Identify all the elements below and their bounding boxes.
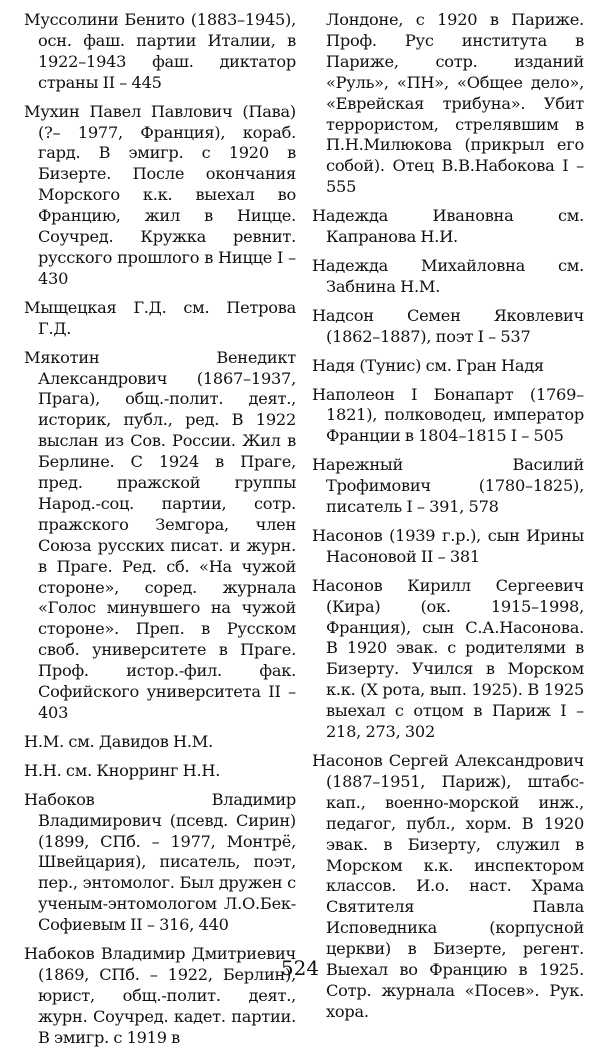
index-entry: Набоков Владимир Владимирович (псевд. Сирин) (1899, СПб. – 1977, Монтрё, Швейцария), писатель, поэт, пер., энтомолог. Был дружен с ученым-энтомологом Л.О.Бек-Софиевым II – 316, 440 [24,789,296,935]
index-entry: Муссолини Бенито (1883–1945), осн. фаш. партии Италии, в 1922–1943 фаш. диктатор страны II – 445 [24,10,296,92]
index-entry: Набоков Владимир Дмитриевич (1869, СПб. – 1922, Берлин), юрист, общ.-полит. деят., журн. Соучред. кадет. партии. В эмигр. с 1919 в [24,944,296,1047]
index-entry: Н.М. см. Давидов Н.М. [24,731,213,751]
page-number: 524 [280,956,320,980]
index-entry: Мякотин Венедикт Александрович (1867–1937, Прага), общ.-полит. деят., историк, публ., ред. В 1922 выслан из Сов. России. Жил в Берлине. С 1924 в Праге, пред. пражской группы Народ.-соц. партии, сотр. пражского Земгора, член Союза русских писат. и журн. в Праге. Ред. сб. «На чужой стороне», соред. журнала «Голос минувшего на чужой стороне». Преп. в Русском своб. университете в Праге. Проф. истор.-фил. фак. Софийского университета II – 403 [24,347,296,722]
index-entry: Наполеон I Бонапарт (1769–1821), полководец, император Франции в 1804–1815 I – 505 [312,384,584,446]
index-entry: Нарежный Василий Трофимович (1780–1825), писатель I – 391, 578 [312,455,584,517]
left-column [24,10,296,1057]
index-entry: Насонов (1939 г.р.), сын Ирины Насоновой II – 381 [312,525,584,566]
right-column [312,10,584,1031]
index-entry: Н.Н. см. Кнорринг Н.Н. [24,760,221,780]
index-entry: Мыщецкая Г.Д. см. Петрова Г.Д. [24,297,296,338]
index-entry: Мухин Павел Павлович (Пава) (?– 1977, Франция), кораб. гард. В эмигр. с 1920 в Бизерте. После окончания Морского к.к. выехал во Францию, жил в Ницце. Соучред. Кружка ревнит. русского прошлого в Ницце I – 430 [24,101,296,288]
index-entry: Надежда Михайловна см. Забнина Н.М. [312,255,584,296]
index-entry: Насонов Кирилл Сергеевич (Кира) (ок. 1915–1998, Франция), сын С.А.Насонова. В 1920 эвак. с родителями в Бизерту. Учился в Морском к.к. (X рота, вып. 1925). В 1925 выехал с отцом в Париж I – 218, 273, 302 [312,575,584,742]
index-entry: Надя (Тунис) см. Гран Надя [312,355,544,375]
index-entry: Насонов Сергей Александрович (1887–1951, Париж), штабс-кап., военно-морской инж., педагог, публ., хорм. В 1920 эвак. в Бизерту, служил в Морском к.к. инспектором классов. И.о. наст. Храма Святителя Павла Исповедника (корпусной церкви) в Бизерте, регент. Выехал во Францию в 1925. Сотр. журнала «Посев». Рук. хора. [312,751,584,1021]
index-entry: Лондоне, с 1920 в Париже. Проф. Рус института в Париже, сотр. изданий «Руль», «ПН», «Общее дело», «Еврейская трибуна». Убит террористом, стрелявшим в П.Н.Милюкова (прикрыл его собой). Отец В.В.Набокова I – 555 [326,10,584,197]
index-entry: Надсон Семен Яковлевич (1862–1887), поэт I – 537 [312,305,584,346]
index-entry: Надежда Ивановна см. Капранова Н.И. [312,206,584,247]
